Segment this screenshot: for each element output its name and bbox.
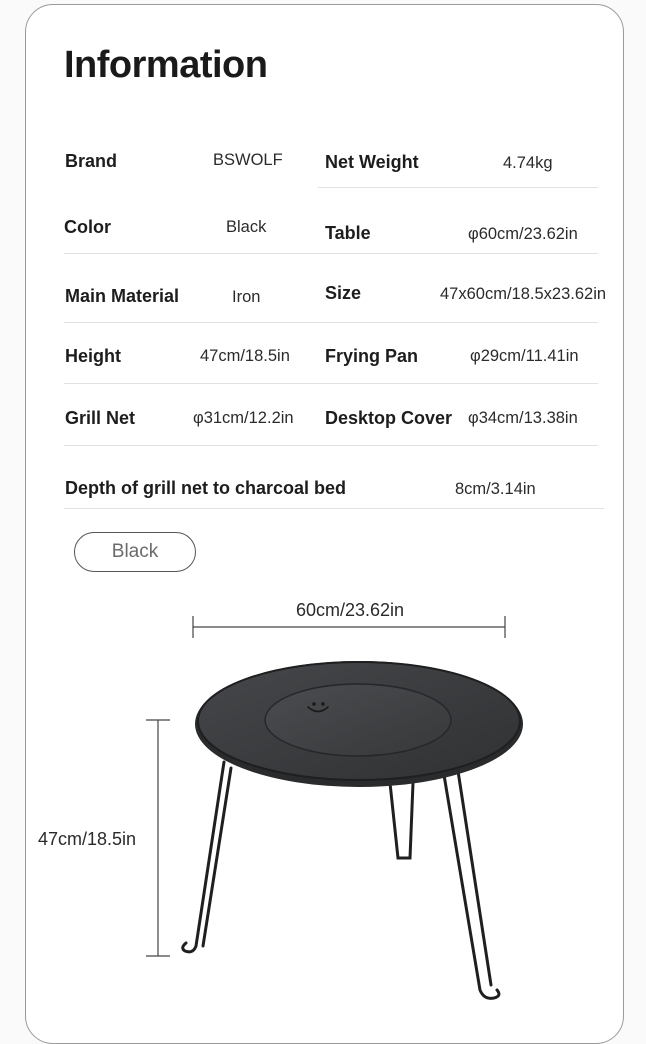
spec-value-brand: BSWOLF [213, 151, 283, 169]
spec-label-frying-pan: Frying Pan [325, 346, 419, 366]
spec-label-size: Size [325, 283, 362, 303]
height-dimension-line [146, 720, 170, 956]
spec-value-net-weight: 4.74kg [503, 154, 553, 172]
spec-label-color: Color [64, 217, 111, 237]
page-title: Information [64, 44, 268, 86]
spec-label-grill-depth: Depth of grill net to charcoal bed [65, 478, 347, 498]
table-back-leg [390, 783, 413, 858]
spec-label-desktop-cover: Desktop Cover [325, 408, 453, 428]
table-left-leg [183, 762, 231, 952]
spec-label-grill-net: Grill Net [65, 408, 136, 428]
spec-value-grill-net: φ31cm/12.2in [193, 409, 294, 427]
spec-value-table: φ60cm/23.62in [468, 225, 578, 243]
spec-label-main-material: Main Material [65, 286, 180, 306]
spec-label-table: Table [325, 223, 371, 243]
height-dimension-label: 47cm/18.5in [38, 829, 137, 849]
spec-value-grill-depth: 8cm/3.14in [455, 480, 536, 498]
spec-value-height: 47cm/18.5in [200, 347, 290, 365]
desktop-cover [265, 684, 451, 756]
spec-label-height: Height [65, 346, 121, 366]
spec-value-size: 47x60cm/18.5x23.62in [440, 285, 607, 303]
spec-value-main-material: Iron [232, 288, 261, 306]
spec-value-frying-pan: φ29cm/11.41in [470, 347, 579, 365]
table-right-leg [444, 771, 499, 998]
color-option-button[interactable]: Black [74, 532, 196, 572]
spec-label-net-weight: Net Weight [325, 152, 419, 172]
spec-value-color: Black [226, 218, 267, 236]
spec-value-desktop-cover: φ34cm/13.38in [468, 409, 578, 427]
spec-label-brand: Brand [65, 151, 118, 171]
width-dimension-label: 60cm/23.62in [296, 600, 405, 620]
